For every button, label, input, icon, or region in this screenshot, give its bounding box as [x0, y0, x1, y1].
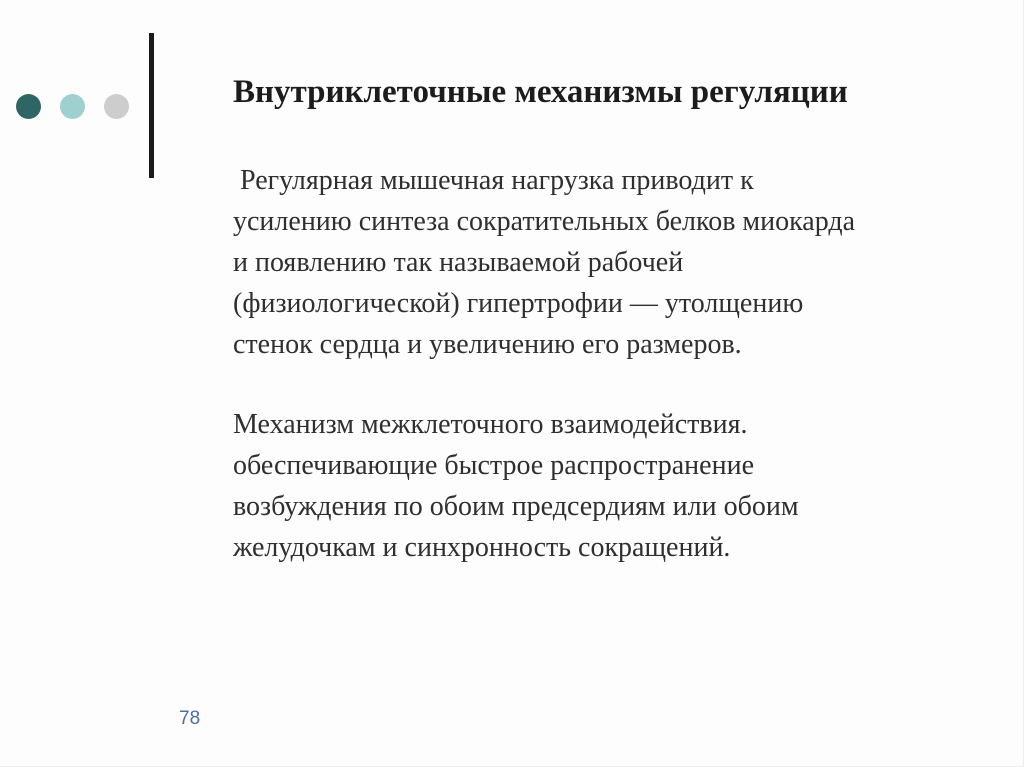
- paragraph-intercellular: [233, 404, 1013, 568]
- paragraph-line: усилению синтеза сократительных белков миокарда: [233, 206, 856, 237]
- decorative-dot-dark: [16, 94, 41, 119]
- page-number: 78: [179, 708, 201, 729]
- paragraph-line: Регулярная мышечная нагрузка приводит к: [233, 165, 754, 196]
- paragraph-line: возбуждения по обоим предсердиям или обоим: [233, 491, 799, 522]
- paragraph-line: и появлению так называемой рабочей: [233, 247, 684, 278]
- paragraph-line: обеспечивающие быстрое распространение: [233, 450, 754, 481]
- decorative-dot-gray: [104, 94, 129, 119]
- paragraph-line: стенок сердца и увеличению его размеров.: [233, 329, 742, 360]
- paragraph-line: (физиологической) гипертрофии — утолщению: [233, 288, 804, 319]
- decorative-dot-teal: [60, 94, 85, 119]
- paragraph-line: Механизм межклеточного взаимодействия.: [233, 409, 748, 440]
- paragraph-line: желудочкам и синхронность сокращений.: [233, 532, 731, 563]
- paragraph-hypertrophy: [233, 160, 1013, 365]
- slide-title: Внутриклеточные механизмы регуляции: [233, 74, 848, 110]
- vertical-divider: [149, 33, 154, 178]
